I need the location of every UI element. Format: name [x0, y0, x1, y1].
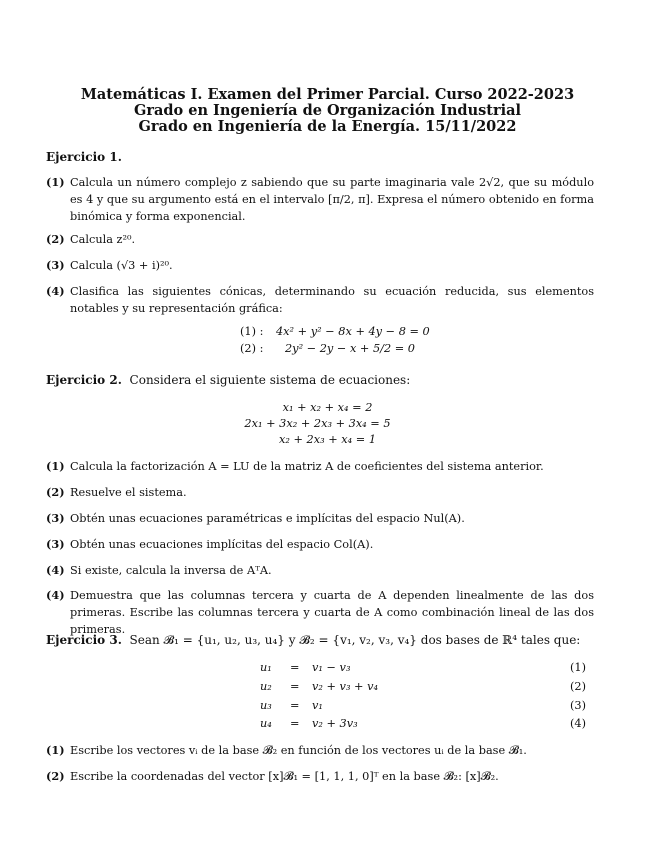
relation-2-lhs: u₂	[260, 680, 272, 693]
relation-1-rhs: v₁ − v₃	[312, 661, 351, 674]
relation-2-tag: (2)	[569, 680, 586, 693]
ej2-item-5: (4) Si existe, calcula la inversa de AᵀA.	[46, 563, 272, 577]
ej3-title: Ejercicio 3.	[46, 633, 122, 647]
ej3-item-1: (1) Escribe los vectores vᵢ de la base 𝓑₂ en función de los vectores uᵢ de la base 𝓑₁.	[46, 743, 527, 757]
ej3-item-2: (2) Escribe la coordenadas del vector [x]𝓑₁ = [1, 1, 1, 0]ᵀ en la base 𝓑₂: [x]𝓑₂.	[46, 769, 499, 783]
ej2-item-2: (2) Resuelve el sistema.	[46, 485, 187, 499]
ej2-title: Ejercicio 2.	[46, 373, 122, 387]
relation-3-lhs: u₃	[260, 699, 272, 712]
relation-3-equals: =	[290, 699, 300, 712]
ej3-intro: Sean 𝓑₁ = {u₁, u₂, u₃, u₄} y 𝓑₂ = {v₁, v₂, v₃, v₄} dos bases de ℝ⁴ tales que:	[129, 633, 581, 647]
ej1-title: Ejercicio 1.	[46, 150, 122, 164]
relation-1-lhs: u₁	[260, 661, 272, 674]
system-eq-2: 2x₁ + 3x₂ + 2x₃ + 3x₄ = 5	[244, 417, 391, 430]
header-line-3: Grado en Ingeniería de la Energía. 15/11/2022	[138, 118, 517, 135]
relation-2-equals: =	[290, 680, 300, 693]
conic-1-equation: 4x² + y² − 8x + 4y − 8 = 0	[276, 325, 430, 338]
ej2-item-6: (4) Demuestra que las columnas tercera y cuarta de A dependen linealmente de las dos primeras. Escribe las columnas tercera y cuarta de A como combinación lineal de las dos primeras.	[46, 588, 594, 636]
ej3-heading	[46, 632, 580, 648]
relation-2-rhs: v₂ + v₃ + v₄	[312, 680, 379, 693]
system-eq-1: x₁ + x₂ + x₄ = 2	[282, 401, 373, 414]
ej2-item-4: (3) Obtén unas ecuaciones implícitas del espacio Col(A).	[46, 537, 374, 551]
header-line-2: Grado en Ingeniería de Organización Industrial	[133, 102, 522, 119]
conic-1-label: (1) :	[240, 325, 264, 338]
ej2-heading	[46, 372, 410, 388]
relation-1-tag: (1)	[569, 661, 586, 674]
conic-2-label: (2) :	[240, 342, 264, 355]
ej1-item-2: (2) Calcula z²⁰.	[46, 232, 136, 246]
relation-3-rhs: v₁	[312, 699, 323, 712]
relation-3-tag: (3)	[569, 699, 586, 712]
ej1-item-4: (4) Clasifica las siguientes cónicas, determinando su ecuación reducida, sus elementos notables y su representación gráfica:	[46, 284, 594, 315]
conic-2-equation: 2y² − 2y − x + 5/2 = 0	[285, 342, 415, 355]
ej1-item-3: (3) Calcula (√3 + i)²⁰.	[46, 258, 173, 272]
relation-4-equals: =	[290, 717, 300, 730]
header-line-1: Matemáticas I. Examen del Primer Parcial. Curso 2022-2023	[80, 86, 575, 103]
ej1-item-1: (1) Calcula un número complejo z sabiendo que su parte imaginaria vale 2√2, que su módulo es 4 y que su argumento está en el intervalo [π/2, π]. Expresa el número obtenido en forma binómica y forma exponencial.	[46, 175, 594, 223]
system-eq-3: x₂ + 2x₃ + x₄ = 1	[278, 433, 377, 446]
ej2-item-3: (3) Obtén unas ecuaciones paramétricas e implícitas del espacio Nul(A).	[46, 511, 465, 525]
relation-4-rhs: v₂ + 3v₃	[312, 717, 358, 730]
ej2-intro: Considera el siguiente sistema de ecuaciones:	[129, 373, 411, 387]
ej2-item-1: (1) Calcula la factorización A = LU de la matriz A de coeficientes del sistema anterior.	[46, 459, 544, 473]
relation-1-equals: =	[290, 661, 300, 674]
relation-4-tag: (4)	[569, 717, 586, 730]
relation-4-lhs: u₄	[260, 717, 272, 730]
